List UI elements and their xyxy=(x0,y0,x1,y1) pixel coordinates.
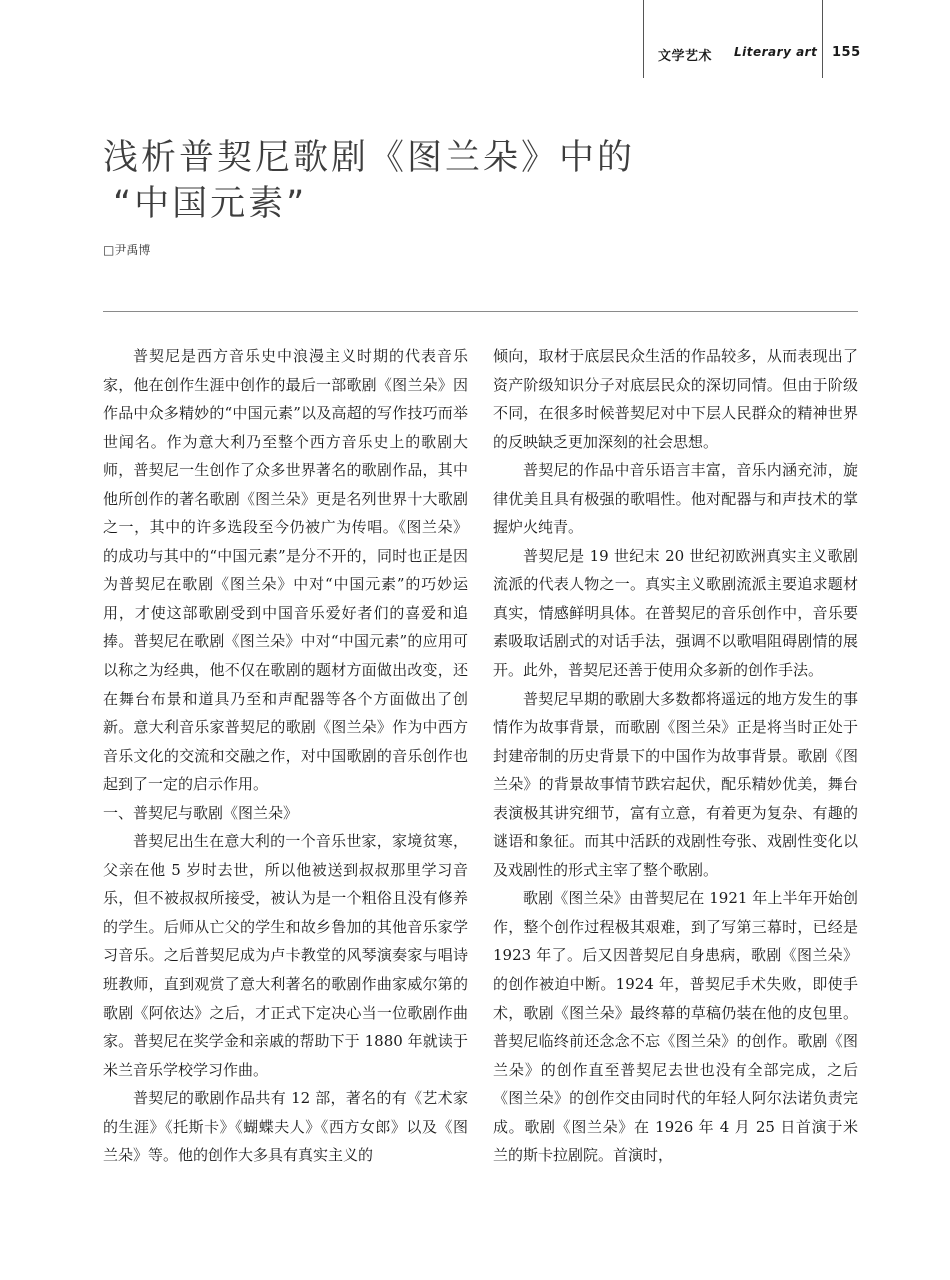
section-name-chinese: 文学艺术 xyxy=(658,49,713,64)
body-column-right xyxy=(493,342,858,1170)
page-number: 155 xyxy=(832,45,861,60)
header-divider-left xyxy=(643,0,644,78)
paragraph: 普契尼出生在意大利的一个音乐世家，家境贫寒，父亲在他 5 岁时去世，所以他被送到叔叔那里学习音乐，但不被叔叔所接受，被认为是一个粗俗且没有修养的学生。后师从亡父的学生和故乡鲁加的其他音乐家学习音乐。之后普契尼成为卢卡教堂的风琴演奏家与唱诗班教师，直到观赏了意大利著名的歌剧作曲家威尔第的歌剧《阿依达》之后，才正式下定决心当一位歌剧作曲家。普契尼在奖学金和亲戚的帮助下于 1880 年就读于米兰音乐学校学习作曲。 xyxy=(103,832,468,1079)
paragraph: 普契尼是西方音乐史中浪漫主义时期的代表音乐家，他在创作生涯中创作的最后一部歌剧《图兰朵》因作品中众多精妙的“中国元素”以及高超的写作技巧而举世闻名。作为意大利乃至整个西方音乐史上的歌剧大师，普契尼一生创作了众多世界著名的歌剧作品，其中他所创作的著名歌剧《图兰朵》更是名列世界十大歌剧之一，其中的许多选段至今仍被广为传唱。《图兰朵》的成功与其中的“中国元素”是分不开的，同时也正是因为普契尼在歌剧《图兰朵》中对“中国元素”的巧妙运用，才使这部歌剧受到中国音乐爱好者们的喜爱和追捧。普契尼在歌剧《图兰朵》中对“中国元素”的应用可以称之为经典，他不仅在歌剧的题材方面做出改变，还在舞台布景和道具乃至和声配器等各个方面做出了创新。意大利音乐家普契尼的歌剧《图兰朵》作为中西方音乐文化的交流和交融之作，对中国歌剧的音乐创作也起到了一定的启示作用。 xyxy=(103,347,468,794)
title-separator-rule xyxy=(103,311,858,312)
paragraph: 普契尼的作品中音乐语言丰富，音乐内涵充沛，旋律优美且具有极强的歌唱性。他对配器与和声技术的掌握炉火纯青。 xyxy=(493,461,858,537)
paragraph: 普契尼是 19 世纪末 20 世纪初欧洲真实主义歌剧流派的代表人物之一。真实主义歌剧流派主要追求题材真实，情感鲜明具体。在普契尼的音乐创作中，音乐要素吸取话剧式的对话手法，强调不以歌唱阻碍剧情的展开。此外，普契尼还善于使用众多新的创作手法。 xyxy=(493,546,858,680)
paragraph: 普契尼早期的歌剧大多数都将遥远的地方发生的事情作为故事背景，而歌剧《图兰朵》正是将当时正处于封建帝制的历史背景下的中国作为故事背景。歌剧《图兰朵》的背景故事情节跌宕起伏，配乐精妙优美，舞台表演极其讲究细节，富有立意，有着更为复杂、有趣的谜语和象征。而其中活跃的戏剧性夸张、戏剧性变化以及戏剧性的形式主宰了整个歌剧。 xyxy=(493,689,858,879)
paragraph: 歌剧《图兰朵》由普契尼在 1921 年上半年开始创作，整个创作过程极其艰难，到了写第三幕时，已经是 1923 年了。后又因普契尼自身患病，歌剧《图兰朵》的创作被迫中断。1924 年，普契尼手术失败，即使手术，歌剧《图兰朵》最终幕的草稿仍装在他的皮包里。普契尼临终前还念念不忘《图兰朵》的创作。歌剧《图兰朵》的创作直至普契尼去世也没有全部完成，之后《图兰朵》的创作交由同时代的年轻人阿尔法诺负责完成。歌剧《图兰朵》在 1926 年 4 月 25 日首演于米兰的斯卡拉剧院。首演时， xyxy=(493,889,858,1165)
body-column-left xyxy=(103,342,468,1170)
paragraph: 普契尼的歌剧作品共有 12 部，著名的有《艺术家的生涯》《托斯卡》《蝴蝶夫人》《西方女郎》以及《图兰朵》等。他的创作大多具有真实主义的 xyxy=(103,1089,468,1165)
author-byline: □尹禹博 xyxy=(103,243,151,257)
section-name-english: Literary art xyxy=(734,45,818,59)
section-heading: 一、普契尼与歌剧《图兰朵》 xyxy=(103,803,299,822)
header-divider-right xyxy=(822,0,823,78)
article-title-line-1: 浅析普契尼歌剧《图兰朵》中的 xyxy=(103,138,636,178)
article-title-line-2: “中国元素” xyxy=(113,184,308,224)
paragraph-continued: 倾向，取材于底层民众生活的作品较多，从而表现出了资产阶级知识分子对底层民众的深切同情。但由于阶级不同，在很多时候普契尼对中下层人民群众的精神世界的反映缺乏更加深刻的社会思想。 xyxy=(493,347,858,451)
